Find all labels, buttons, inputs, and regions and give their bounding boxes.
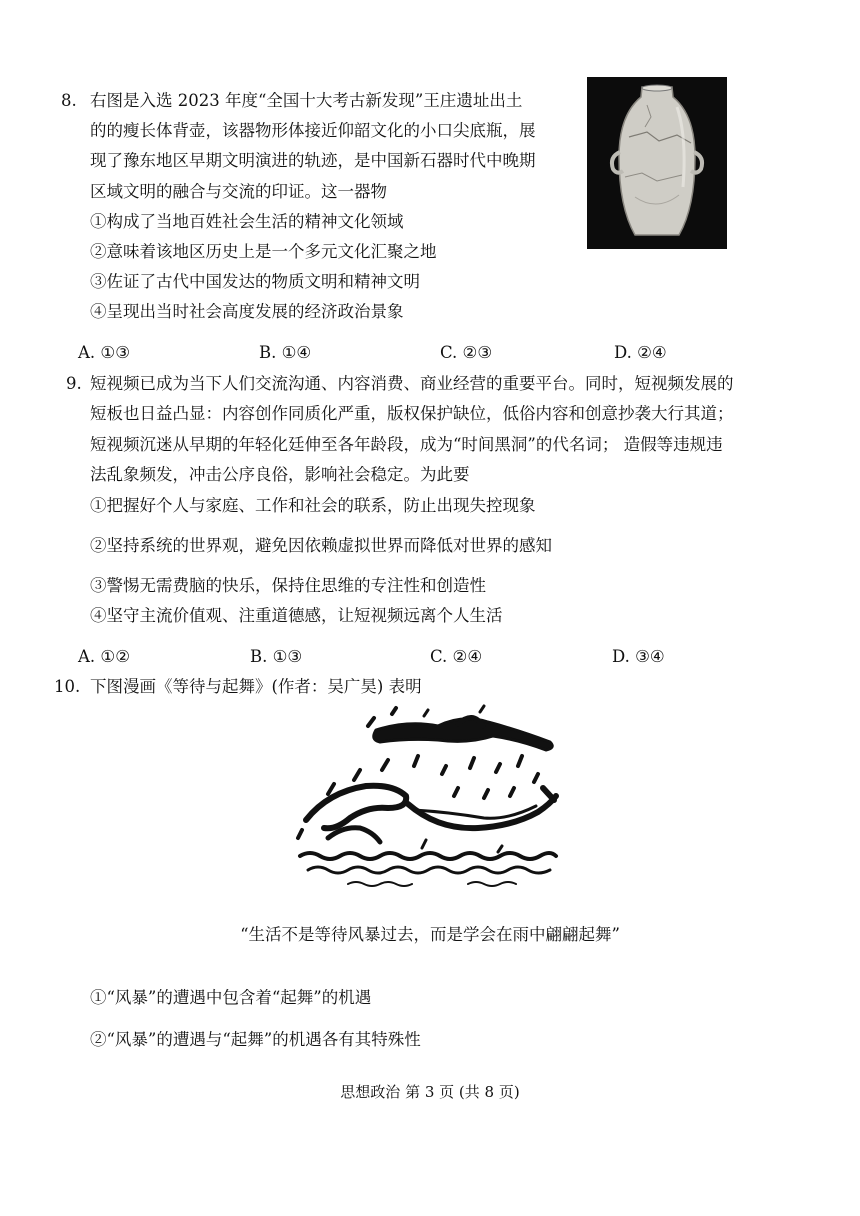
- q8-line-4: 区域文明的融合与交流的印证。这一器物: [90, 182, 387, 201]
- vase-photo: [587, 77, 727, 249]
- q9-option-a[interactable]: A. ①②: [78, 647, 130, 666]
- q8-number: 8.: [61, 91, 77, 110]
- q10-line: 下图漫画《等待与起舞》(作者：吴广昊) 表明: [90, 677, 422, 696]
- q8-line-2: 的的瘦长体背壶，该器物形体接近仰韶文化的小口尖底瓶，展: [90, 121, 536, 140]
- q8-option-c[interactable]: C. ②③: [440, 343, 493, 362]
- q9-option-c[interactable]: C. ②④: [430, 647, 483, 666]
- q8-statement-4: ④呈现出当时社会高度发展的经济政治景象: [90, 302, 404, 321]
- q9-statement-3: ③警惕无需费脑的快乐，保持住思维的专注性和创造性: [90, 576, 486, 595]
- q8-line-1: 右图是入选 2023 年度“全国十大考古新发现”王庄遗址出土: [90, 91, 523, 110]
- q9-options: [78, 646, 768, 668]
- q8-statement-1: ①构成了当地百姓社会生活的精神文化领域: [90, 212, 404, 231]
- q9-line-3: 短视频沉迷从早期的年轻化廷伸至各年龄段，成为“时间黑洞”的代名词； 造假等违规违: [90, 435, 723, 454]
- q9-line-4: 法乱象频发，冲击公序良俗，影响社会稳定。为此要: [90, 465, 470, 484]
- vase-image: [587, 77, 727, 249]
- q8-option-d[interactable]: D. ②④: [614, 343, 667, 362]
- q10-number: 10.: [54, 677, 81, 696]
- q9-option-d[interactable]: D. ③④: [612, 647, 665, 666]
- q9-option-b[interactable]: B. ①③: [250, 647, 303, 666]
- q9-statement-4: ④坚守主流价值观、注重道德感，让短视频远离个人生活: [90, 606, 503, 625]
- q9-statement-2: ②坚持系统的世界观，避免因依赖虚拟世界而降低对世界的感知: [90, 536, 552, 555]
- q8-statement-3: ③佐证了古代中国发达的物质文明和精神文明: [90, 272, 420, 291]
- q10-statement-1: ①“风暴”的遭遇中包含着“起舞”的机遇: [90, 988, 372, 1007]
- q9-statement-1: ①把握好个人与家庭、工作和社会的联系，防止出现失控现象: [90, 496, 536, 515]
- q8-option-a[interactable]: A. ①③: [78, 343, 130, 362]
- q8-line-3: 现了豫东地区早期文明演进的轨迹，是中国新石器时代中晚期: [90, 151, 536, 170]
- q9-line-1: 短视频已成为当下人们交流沟通、内容消费、商业经营的重要平台。同时，短视频发展的: [90, 374, 734, 393]
- cartoon-caption: “生活不是等待风暴过去，而是学会在雨中翩翩起舞”: [240, 925, 620, 944]
- cartoon-storm-and-dance: [288, 700, 578, 895]
- q8-option-b[interactable]: B. ①④: [259, 343, 312, 362]
- q9-line-2: 短板也日益凸显：内容创作同质化严重，版权保护缺位，低俗内容和创意抄袭大行其道；: [90, 404, 734, 423]
- q10-statement-2: ②“风暴”的遭遇与“起舞”的机遇各有其特殊性: [90, 1030, 421, 1049]
- q8-options: [78, 342, 768, 364]
- q9-number: 9.: [66, 374, 82, 393]
- q8-statement-2: ②意味着该地区历史上是一个多元文化汇聚之地: [90, 242, 437, 261]
- cartoon-image: [288, 700, 578, 895]
- page-footer: 思想政治 第 3 页 (共 8 页): [340, 1083, 520, 1101]
